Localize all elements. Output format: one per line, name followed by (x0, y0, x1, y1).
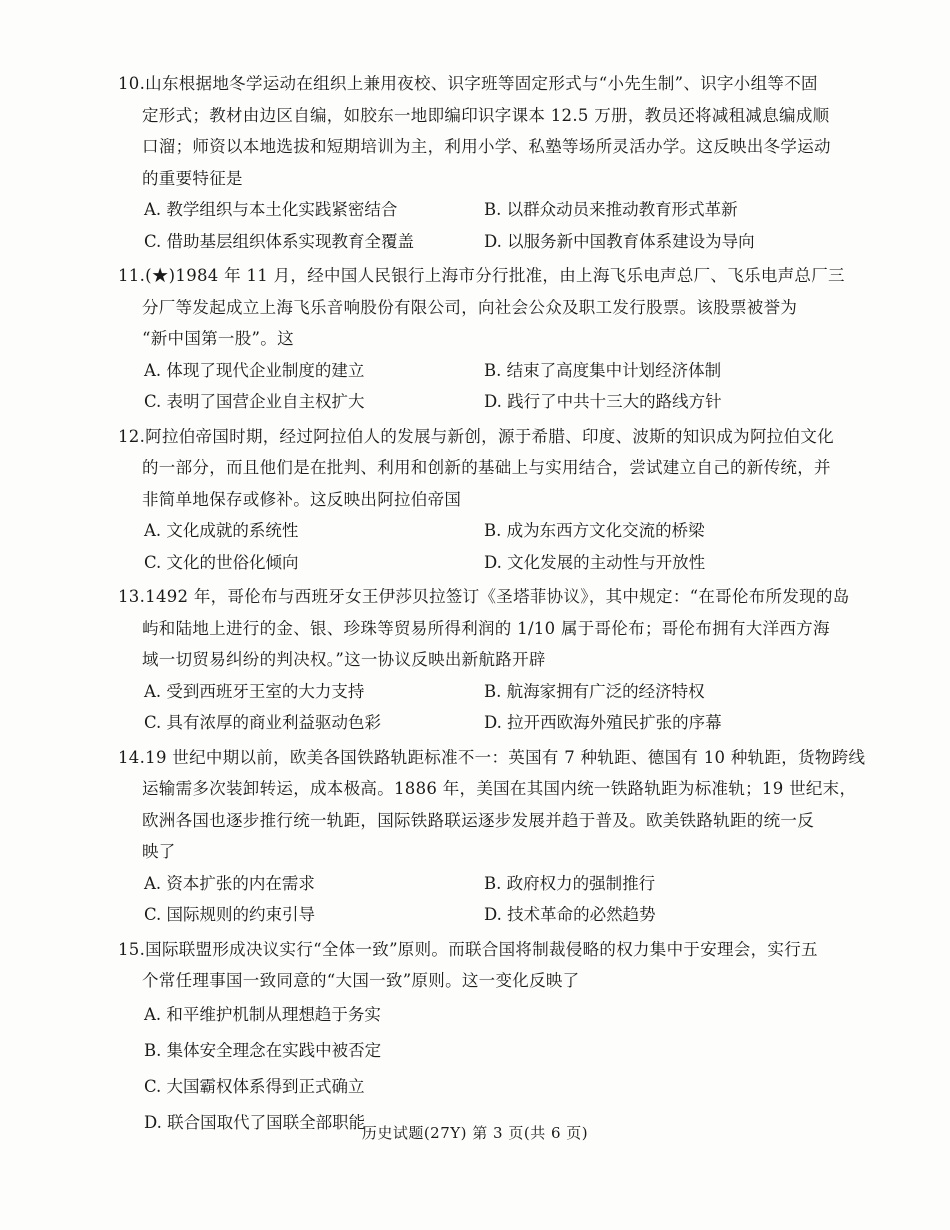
question-stem-line (118, 581, 850, 613)
option-a: A. 受到西班牙王室的大力支持 (144, 681, 365, 701)
question-stem-text: 国际联盟形成决议实行“全体一致”原则。而联合国将制裁侵略的权力集中于安理会，实行五 (145, 939, 818, 959)
question-list (118, 68, 866, 1144)
question-stem-line: 映了 (142, 842, 176, 861)
option-b: B. 航海家拥有广泛的经济特权 (484, 681, 705, 701)
question-stem-line: “新中国第一股”。这 (142, 329, 294, 348)
option-c: C. 借助基层组织体系实现教育全覆盖 (144, 231, 415, 251)
question-stem-text: (★)1984 年 11 月，经中国人民银行上海市分行批准，由上海飞乐电声总厂、飞乐电声总厂三 (145, 266, 845, 285)
question-stem-text: 19 世纪中期以前，欧美各国铁路轨距标准不一：英国有 7 种轨距、德国有 10 种轨距，货物跨线 (145, 747, 866, 767)
option-a: A. 文化成就的系统性 (144, 521, 299, 540)
option-b: B. 政府权力的强制推行 (484, 873, 656, 893)
question-stem-line: 非简单地保存或修补。这反映出阿拉伯帝国 (142, 489, 462, 509)
question-stem-line: 运输需多次装卸转运，成本极高。1886 年，美国在其国内统一铁路轨距为标准轨；19 世纪末， (142, 779, 857, 798)
question-13 (118, 581, 850, 739)
option-a: A. 资本扩张的内在需求 (144, 873, 315, 893)
question-10 (118, 68, 838, 257)
question-stem-line (118, 421, 838, 453)
option-list (144, 194, 838, 257)
question-stem-text: 山东根据地冬学运动在组织上兼用夜校、识字班等固定形式与“小先生制”、识字小组等不固 (145, 74, 818, 93)
question-14 (118, 742, 866, 931)
option-b: B. 以群众动员来推动教育形式革新 (484, 200, 738, 219)
option-d: D. 以服务新中国教育体系建设为导向 (484, 231, 755, 251)
question-stem-line: 欧洲各国也逐步推行统一轨距，国际铁路联运逐步发展并趋于普及。欧美铁路轨距的统一反 (142, 810, 814, 830)
question-stem-line: 域一切贸易纠纷的判决权。”这一协议反映出新航路开辟 (142, 650, 546, 669)
question-number: 10. (118, 74, 146, 93)
question-number: 15. (118, 939, 146, 959)
option-d: D. 联合国取代了国联全部职能 (144, 1112, 366, 1132)
question-12 (118, 421, 838, 579)
option-d: D. 文化发展的主动性与开放性 (484, 552, 706, 572)
question-stem-line (118, 260, 845, 292)
question-stem-line: 定形式；教材由边区自编，如胶东一地即编印识字课本 12.5 万册，教员还将减租减息编成顺 (142, 105, 830, 125)
question-number: 12. (118, 426, 146, 446)
option-list (144, 515, 838, 578)
question-number: 13. (118, 587, 146, 606)
option-b: B. 结束了高度集中计划经济体制 (484, 360, 722, 380)
option-a: A. 体现了现代企业制度的建立 (144, 360, 365, 380)
option-b: B. 成为东西方文化交流的桥梁 (484, 521, 705, 540)
option-b: B. 集体安全理念在实践中被否定 (144, 1040, 382, 1060)
option-list (144, 676, 838, 739)
question-stem-text: 1492 年，哥伦布与西班牙女王伊莎贝拉签订《圣塔菲协议》，其中规定：“在哥伦布所发现的岛 (145, 587, 850, 606)
question-stem-line: 的重要特征是 (142, 168, 243, 188)
option-c: C. 表明了国营企业自主权扩大 (144, 392, 365, 411)
question-stem-line: 的一部分，而且他们是在批判、利用和创新的基础上与实用结合，尝试建立自己的新传统，并 (142, 458, 831, 477)
option-list (144, 997, 838, 1141)
option-d: D. 技术革命的必然趋势 (484, 905, 656, 924)
option-d: D. 拉开西欧海外殖民扩张的序幕 (484, 713, 722, 732)
option-c: C. 大国霸权体系得到正式确立 (144, 1076, 365, 1096)
question-stem-line: 个常任理事国一致同意的“大国一致”原则。这一变化反映了 (142, 971, 580, 990)
option-a: A. 教学组织与本土化实践紧密结合 (144, 200, 398, 219)
question-number: 14. (118, 747, 146, 767)
question-stem-line (118, 68, 838, 100)
option-c: C. 国际规则的约束引导 (144, 905, 316, 924)
question-number: 11. (118, 266, 146, 285)
question-stem-line: 屿和陆地上进行的金、银、珍珠等贸易所得利润的 1/10 属于哥伦布；哥伦布拥有大洋西方海 (142, 618, 830, 638)
option-list (144, 868, 838, 931)
option-d: D. 践行了中共十三大的路线方针 (484, 392, 722, 411)
option-a: A. 和平维护机制从理想趋于务实 (144, 1004, 381, 1024)
question-stem-line (118, 742, 866, 774)
option-c: C. 具有浓厚的商业利益驱动色彩 (144, 713, 382, 732)
question-stem-text: 阿拉伯帝国时期，经过阿拉伯人的发展与新创，源于希腊、印度、波斯的知识成为阿拉伯文化 (145, 426, 834, 446)
question-11 (118, 260, 845, 418)
question-stem-line: 口溜；师资以本地选拔和短期培训为主，利用小学、私塾等场所灵活办学。这反映出冬学运动 (142, 137, 831, 156)
question-15 (118, 934, 838, 1141)
page-footer: 历史试题(27Y) 第 3 页(共 6 页) (361, 1124, 589, 1142)
question-stem-line (118, 934, 838, 966)
question-stem-line: 分厂等发起成立上海飞乐音响股份有限公司，向社会公众及职工发行股票。该股票被誉为 (142, 297, 798, 317)
option-list (144, 355, 838, 418)
option-c: C. 文化的世俗化倾向 (144, 552, 299, 572)
